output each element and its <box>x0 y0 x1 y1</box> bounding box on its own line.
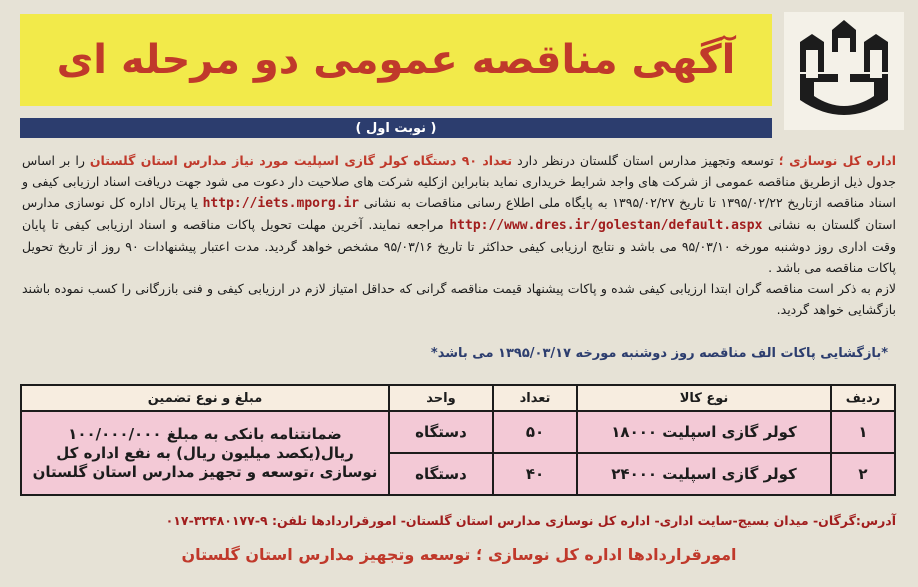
notice-body <box>22 150 896 320</box>
items-table <box>20 384 896 496</box>
paragraph-text: یا پرتال اداره کل نوسازی مدارس استان گلستان به نشانی <box>22 195 896 232</box>
dres-link[interactable]: http://www.dres.ir/golestan/default.aspx <box>449 218 763 233</box>
quantity-highlight: تعداد ۹۰ دستگاه کولر گازی اسپلیت مورد نیاز مدارس استان گلستان <box>89 153 513 168</box>
title-band <box>20 14 772 106</box>
org-name: اداره کل نوسازی ؛ <box>778 153 896 168</box>
paragraph-main <box>22 150 896 278</box>
cell-unit: دستگاه <box>389 411 493 453</box>
table-header-row <box>21 385 895 411</box>
col-header-row-number: ردیف <box>831 385 895 411</box>
address-line: آدرس:گرگان- میدان بسیج-سایت اداری- اداره کل نوسازی مدارس استان گلستان- امورقراردادها تلفن: ۹-۳۲۴۸۰۱۷۷-۰۱۷ <box>165 513 896 528</box>
cell-item: کولر گازی اسپلیت ۲۴۰۰۰ <box>577 453 831 495</box>
opening-date-note: *بازگشایی پاکات الف مناقصه روز دوشنبه مورخه ۱۳۹۵/۰۳/۱۷ می باشد* <box>430 346 888 361</box>
cell-item: کولر گازی اسپلیت ۱۸۰۰۰ <box>577 411 831 453</box>
cell-unit: دستگاه <box>389 453 493 495</box>
cell-quantity: ۴۰ <box>493 453 577 495</box>
col-header-unit: واحد <box>389 385 493 411</box>
paragraph-text: را بر اساس جدول ذیل ازطریق مناقصه عمومی از شرکت های واجد شرایط خریداری نماید بنابراین ازکلیه شرکت های صلاحیت دار دعوت می شود جهت دریافت اسناد ارزیابی کیفی و اسناد مناقصه ازتاریخ ۱۳۹۵/۰۲/۲۲ تا تاریخ ۱۳۹۵/۰۲/۲۷ به پایگاه ملی اطلاع رسانی مناقصات به نشانی <box>22 153 896 210</box>
publication-round: ( نوبت اول ) <box>20 118 772 138</box>
footer-signature: امورقراردادها اداره کل نوسازی ؛ توسعه وتجهیز مدارس استان گلستان <box>181 545 737 564</box>
col-header-guarantee: مبلغ و نوع تضمین <box>21 385 389 411</box>
col-header-quantity: تعداد <box>493 385 577 411</box>
cell-quantity: ۵۰ <box>493 411 577 453</box>
table-row <box>21 411 895 453</box>
cell-row-number: ۲ <box>831 453 895 495</box>
col-header-item: نوع کالا <box>577 385 831 411</box>
paragraph-text: مراجعه نمایند. آخرین مهلت تحویل پاکات مناقصه و اسناد ارزیابی کیفی تا پایان وقت اداری روز دوشنبه مورخه ۹۵/۰۳/۱۰ می باشد و نتایج ارزیابی کیفی حداکثر تا تاریخ ۹۵/۰۳/۱۶ مشخص خواهد گردید. مدت اعتبار پیشنهادات ۹۰ روز از تاریخ تحویل پاکات مناقصه می باشد . <box>22 217 896 275</box>
paragraph-text: توسعه وتجهیز مدارس استان گلستان درنظر دارد <box>512 153 779 168</box>
cell-row-number: ۱ <box>831 411 895 453</box>
cell-guarantee: ضمانتنامه بانکی به مبلغ ۱۰۰/۰۰۰/۰۰۰ ریال(یکصد میلیون ریال) به نفع اداره کل نوسازی ،توسعه و تجهیز مدارس استان گلستان <box>21 411 389 495</box>
paragraph-note: لازم به ذکر است مناقصه گران ابتدا ارزیابی کیفی شده و پاکات پیشنهاد قیمت مناقصه گرانی که حداقل امتیاز لازم در ارزیابی کیفی و فنی بازرگانی را کسب نموده باشند بازگشایی خواهد گردید. <box>22 281 896 317</box>
ministry-logo-icon <box>784 12 904 130</box>
iets-link[interactable]: http://iets.mporg.ir <box>202 196 360 211</box>
page-title: آگهی مناقصه عمومی دو مرحله ای <box>56 37 736 83</box>
